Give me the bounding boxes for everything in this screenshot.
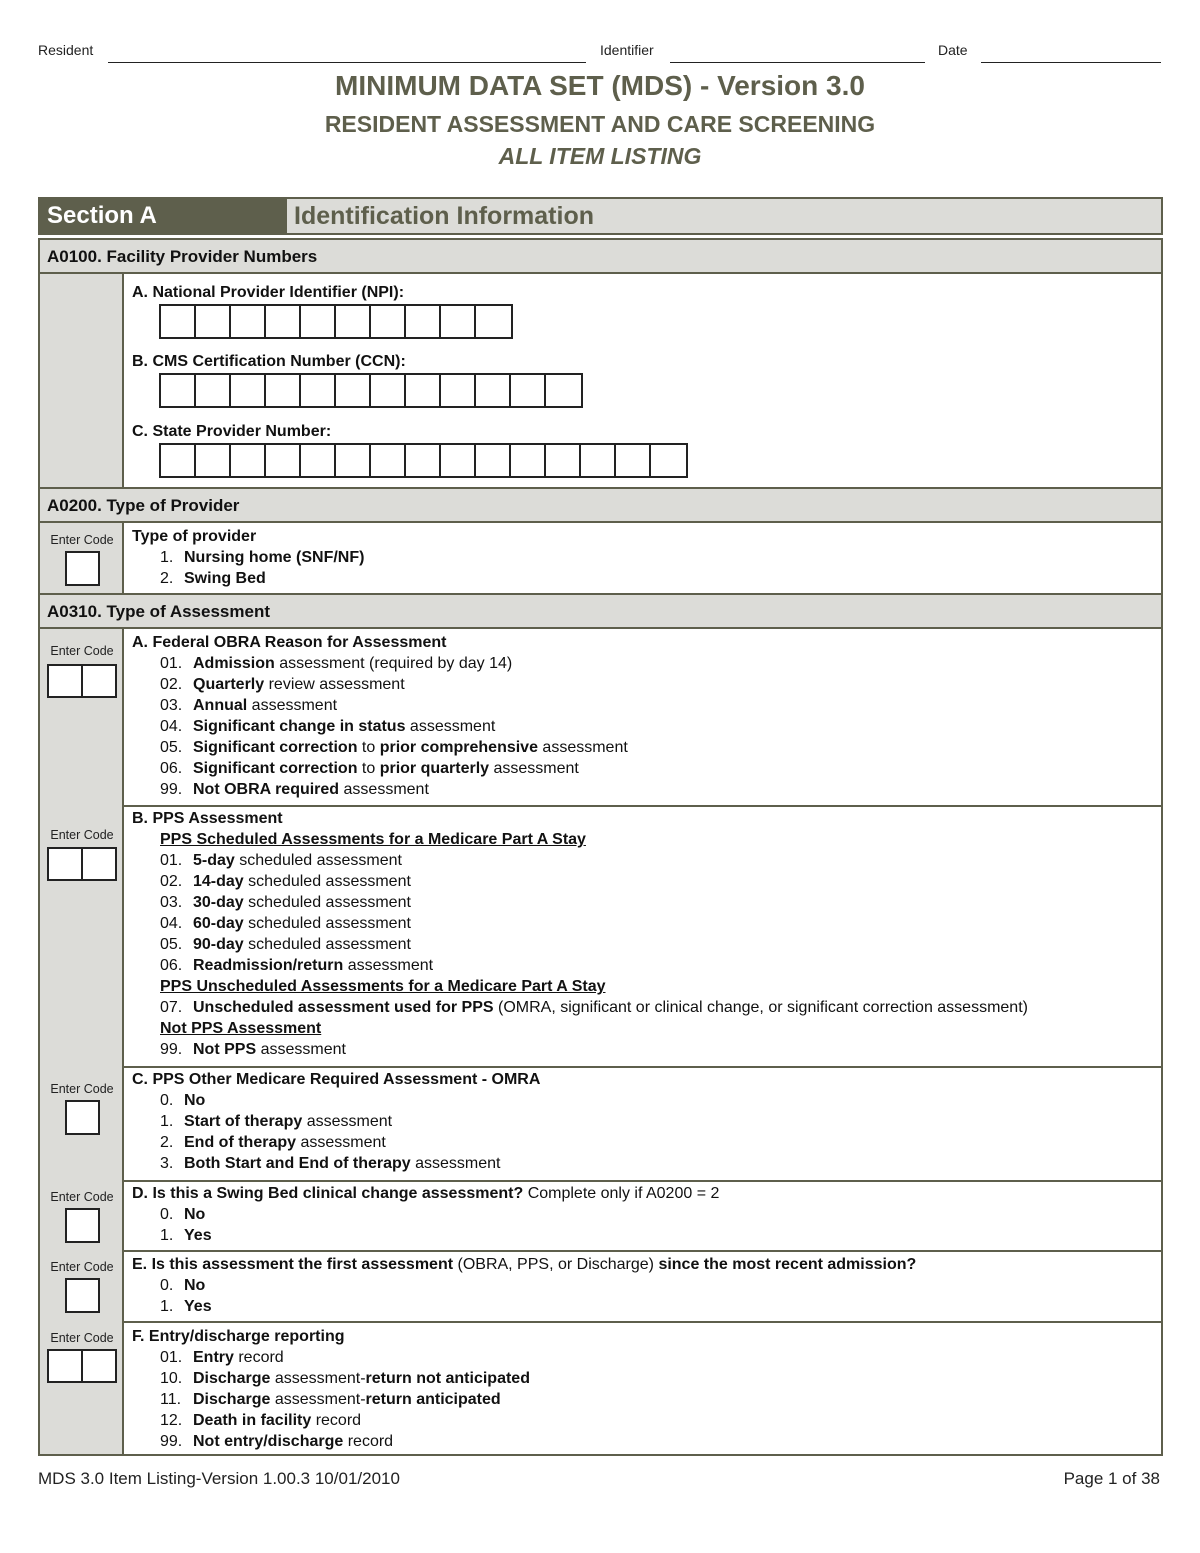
- document-listing-label: ALL ITEM LISTING: [498, 143, 702, 169]
- a0310c-option-3: 3. Both Start and End of therapy assessment: [160, 1155, 501, 1172]
- a0310e-option-1: 1. Yes: [160, 1298, 212, 1315]
- enter-code-label: Enter Code: [50, 533, 114, 547]
- date-field[interactable]: [981, 62, 1161, 63]
- a0310f-label: F. Entry/discharge reporting: [132, 1328, 345, 1345]
- a0310c-option-1: 1. Start of therapy assessment: [160, 1113, 393, 1130]
- enter-code-label: Enter Code: [50, 828, 114, 842]
- a0310c-option-0: 0. No: [160, 1092, 206, 1109]
- a0310d-option-1: 1. Yes: [160, 1227, 212, 1244]
- a0310b-option-05: 05. 90-day scheduled assessment: [160, 936, 411, 953]
- a0310b-option-06: 06. Readmission/return assessment: [160, 957, 434, 974]
- a0310a-option-04: 04. Significant change in status assessment: [160, 718, 496, 735]
- a0200-option-1: 1. Nursing home (SNF/NF): [160, 549, 365, 566]
- a0310e-label: E. Is this assessment the first assessment (OBRA, PPS, or Discharge) since the most recent admission?: [132, 1256, 917, 1273]
- a0310a-code-box[interactable]: [47, 664, 117, 698]
- section-header: [38, 197, 1163, 235]
- enter-code-label: Enter Code: [50, 1190, 114, 1204]
- identifier-label: Identifier: [600, 42, 654, 58]
- identifier-field[interactable]: [670, 62, 925, 63]
- resident-label: Resident: [38, 42, 94, 58]
- enter-code-label: Enter Code: [50, 1260, 114, 1274]
- a0310a-option-99: 99. Not OBRA required assessment: [160, 781, 429, 798]
- date-label: Date: [938, 42, 968, 58]
- a0310e-code-box[interactable]: [65, 1278, 100, 1313]
- footer-page-number: Page 1 of 38: [1063, 1469, 1160, 1488]
- a0310c-code-box[interactable]: [65, 1100, 100, 1135]
- enter-code-label: Enter Code: [50, 1082, 114, 1096]
- a0310-heading: A0310. Type of Assessment: [40, 595, 1161, 629]
- a0310f-option-10: 10. Discharge assessment-return not anticipated: [160, 1370, 530, 1387]
- a0200-prompt: Type of provider: [132, 528, 257, 545]
- a0310b-option-99: 99. Not PPS assessment: [160, 1041, 346, 1058]
- a0310d-code-box[interactable]: [65, 1208, 100, 1243]
- a0310f-code-box[interactable]: [47, 1349, 117, 1383]
- a0310a-option-02: 02. Quarterly review assessment: [160, 676, 405, 693]
- state-provider-boxes[interactable]: [159, 443, 688, 478]
- document-title: MINIMUM DATA SET (MDS) - Version 3.0: [335, 70, 865, 101]
- a0310b-option-04: 04. 60-day scheduled assessment: [160, 915, 411, 932]
- a0310f-option-01: 01. Entry record: [160, 1349, 284, 1366]
- a0200-option-2: 2. Swing Bed: [160, 570, 266, 587]
- a0310d-label: D. Is this a Swing Bed clinical change assessment? Complete only if A0200 = 2: [132, 1185, 720, 1202]
- section-name: Identification Information: [294, 202, 594, 230]
- a0310e-option-0: 0. No: [160, 1277, 206, 1294]
- a0200-code-box[interactable]: [65, 551, 100, 586]
- a0310b-scheduled-heading: PPS Scheduled Assessments for a Medicare Part A Stay: [160, 831, 586, 848]
- a0310b-option-07: 07. Unscheduled assessment used for PPS (OMRA, significant or clinical change, or significant correction assessment): [160, 999, 1028, 1016]
- npi-boxes[interactable]: [159, 304, 513, 339]
- state-provider-label: C. State Provider Number:: [132, 423, 332, 440]
- a0100-left-column: [40, 274, 124, 488]
- a0310d-option-0: 0. No: [160, 1206, 206, 1223]
- enter-code-label: Enter Code: [50, 644, 114, 658]
- footer-version: MDS 3.0 Item Listing-Version 1.00.3 10/01/2010: [38, 1469, 400, 1488]
- a0200-heading: A0200. Type of Provider: [40, 489, 1161, 523]
- a0310b-option-02: 02. 14-day scheduled assessment: [160, 873, 411, 890]
- ccn-label: B. CMS Certification Number (CCN):: [132, 353, 406, 370]
- section-label: Section A: [40, 199, 287, 233]
- npi-label: A. National Provider Identifier (NPI):: [132, 284, 405, 301]
- a0310b-option-03: 03. 30-day scheduled assessment: [160, 894, 411, 911]
- a0100-heading: A0100. Facility Provider Numbers: [40, 240, 1161, 274]
- enter-code-label: Enter Code: [50, 1331, 114, 1345]
- a0310f-option-11: 11. Discharge assessment-return anticipated: [160, 1391, 501, 1408]
- section-a-form: [38, 238, 1163, 1456]
- ccn-boxes[interactable]: [159, 373, 583, 408]
- a0310a-option-05: 05. Significant correction to prior comprehensive assessment: [160, 739, 628, 756]
- a0310b-option-01: 01. 5-day scheduled assessment: [160, 852, 402, 869]
- a0310b-unscheduled-heading: PPS Unscheduled Assessments for a Medicare Part A Stay: [160, 978, 606, 995]
- a0310c-label: C. PPS Other Medicare Required Assessment - OMRA: [132, 1071, 541, 1088]
- a0310b-label: B. PPS Assessment: [132, 810, 283, 827]
- a0310a-option-03: 03. Annual assessment: [160, 697, 338, 714]
- document-subtitle: RESIDENT ASSESSMENT AND CARE SCREENING: [324, 111, 876, 137]
- a0310a-label: A. Federal OBRA Reason for Assessment: [132, 634, 447, 651]
- a0310c-option-2: 2. End of therapy assessment: [160, 1134, 386, 1151]
- a0310b-not-pps-heading: Not PPS Assessment: [160, 1020, 322, 1037]
- a0310f-option-12: 12. Death in facility record: [160, 1412, 362, 1429]
- a0310b-code-box[interactable]: [47, 847, 117, 881]
- a0310a-option-06: 06. Significant correction to prior quarterly assessment: [160, 760, 579, 777]
- a0310f-option-99: 99. Not entry/discharge record: [160, 1433, 394, 1450]
- resident-field[interactable]: [108, 62, 586, 63]
- a0310a-option-01: 01. Admission assessment (required by day 14): [160, 655, 513, 672]
